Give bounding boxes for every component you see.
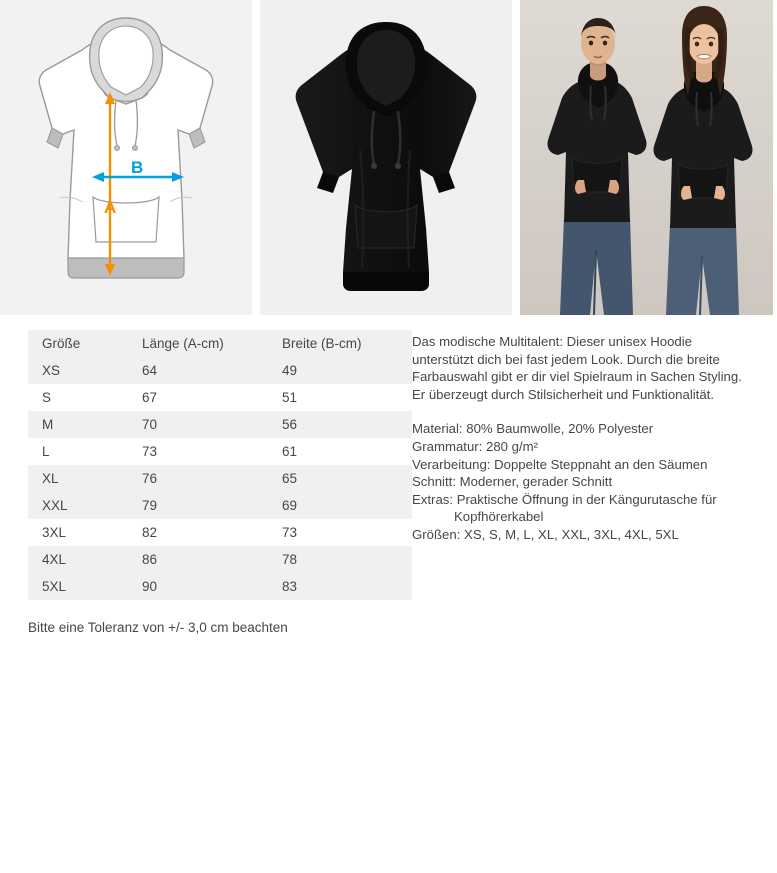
description-grammatur: Grammatur: 280 g/m² bbox=[412, 438, 539, 454]
table-row bbox=[28, 546, 412, 573]
table-header-size: Größe bbox=[28, 330, 128, 357]
table-header-length: Länge (A-cm) bbox=[128, 330, 268, 357]
table-row bbox=[28, 465, 412, 492]
cell-width: 56 bbox=[268, 411, 412, 438]
description-material: Material: 80% Baumwolle, 20% Polyester bbox=[412, 421, 654, 437]
cell-width: 51 bbox=[268, 384, 412, 411]
cell-size: 3XL bbox=[28, 519, 128, 546]
spacer bbox=[412, 403, 757, 420]
description-groessen: Größen: XS, S, M, L, XL, XXL, 3XL, 4XL, 5XL bbox=[412, 526, 679, 542]
description-extras-continued: Kopfhörerkabel bbox=[454, 509, 544, 525]
table-row bbox=[28, 573, 412, 600]
measure-label-a: A bbox=[104, 198, 117, 217]
table-row bbox=[28, 411, 412, 438]
cell-length: 70 bbox=[128, 411, 268, 438]
cell-width: 69 bbox=[268, 492, 412, 519]
cell-size: L bbox=[28, 438, 128, 465]
description-intro: Das modische Multitalent: Dieser unisex Hoodie unterstützt dich bei fast jedem Look. Durch die breite Farbauswahl gibt er dir viel Spielraum in Sachen Styling. Er überzeugt durch Stilsicherheit und Funktionalität. bbox=[412, 334, 742, 402]
table-header-width: Breite (B-cm) bbox=[268, 330, 412, 357]
description-schnitt: Schnitt: Moderner, gerader Schnitt bbox=[412, 474, 613, 490]
table-row bbox=[28, 438, 412, 465]
table-row bbox=[28, 357, 412, 384]
cell-size: S bbox=[28, 384, 128, 411]
cell-width: 78 bbox=[268, 546, 412, 573]
table-row bbox=[28, 384, 412, 411]
description-verarbeitung: Verarbeitung: Doppelte Steppnaht an den Säumen bbox=[412, 456, 708, 472]
cell-length: 76 bbox=[128, 465, 268, 492]
cell-size: 4XL bbox=[28, 546, 128, 573]
cell-length: 73 bbox=[128, 438, 268, 465]
image-gallery bbox=[0, 0, 777, 315]
cell-width: 73 bbox=[268, 519, 412, 546]
cell-size: XXL bbox=[28, 492, 128, 519]
tolerance-note: Bitte eine Toleranz von +/- 3,0 cm beachten bbox=[28, 620, 288, 635]
cell-length: 79 bbox=[128, 492, 268, 519]
cell-length: 86 bbox=[128, 546, 268, 573]
cell-width: 49 bbox=[268, 357, 412, 384]
cell-width: 65 bbox=[268, 465, 412, 492]
measure-label-b: B bbox=[131, 158, 144, 177]
cell-length: 90 bbox=[128, 573, 268, 600]
cell-length: 64 bbox=[128, 357, 268, 384]
cell-size: M bbox=[28, 411, 128, 438]
product-description bbox=[412, 333, 757, 544]
technical-drawing-image bbox=[0, 0, 252, 315]
model-photo-image bbox=[520, 0, 773, 315]
table-row bbox=[28, 492, 412, 519]
cell-length: 82 bbox=[128, 519, 268, 546]
description-extras: Extras: Praktische Öffnung in der Kängurutasche für bbox=[412, 491, 717, 507]
cell-width: 61 bbox=[268, 438, 412, 465]
size-table bbox=[28, 330, 412, 600]
table-row bbox=[28, 519, 412, 546]
cell-length: 67 bbox=[128, 384, 268, 411]
cell-size: 5XL bbox=[28, 573, 128, 600]
table-header-row bbox=[28, 330, 412, 357]
cell-size: XS bbox=[28, 357, 128, 384]
product-photo-image bbox=[260, 0, 512, 315]
cell-width: 83 bbox=[268, 573, 412, 600]
cell-size: XL bbox=[28, 465, 128, 492]
